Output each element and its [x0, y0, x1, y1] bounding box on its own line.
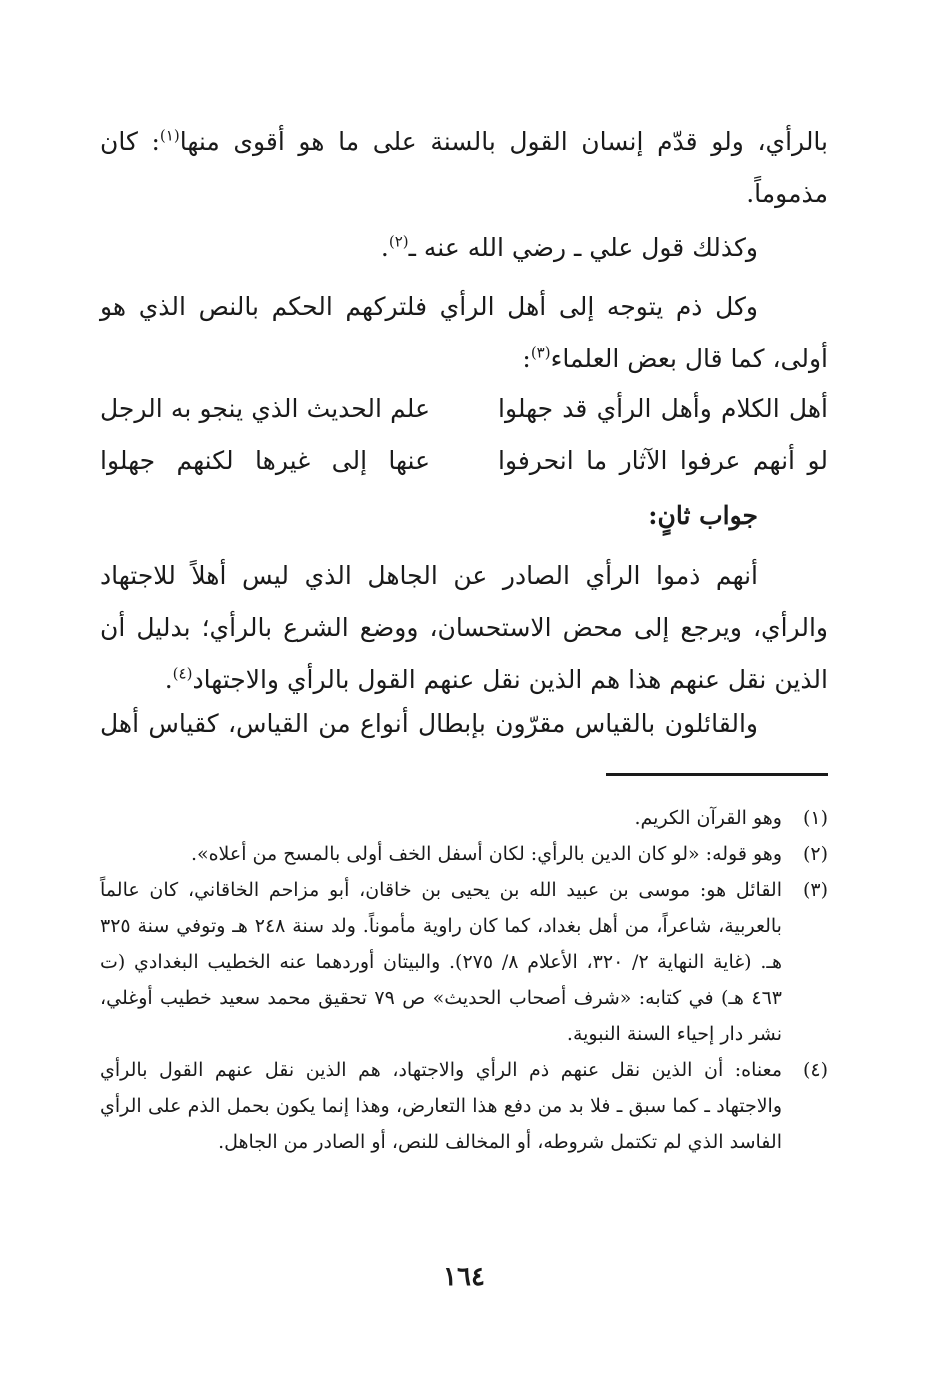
footnote-3-number: (٣)	[802, 879, 828, 901]
paragraph-3-tail: :	[522, 344, 531, 373]
footnote-3-text: القائل هو: موسى بن عبيد الله بن يحيى بن خاقان، أبو مزاحم الخاقاني، كان عالماً بالعربية، شاعراً، من أهل بغداد، كما كان راوية مأموناً. ولد سنة ٢٤٨ هـ وتوفي سنة ٣٢٥ هـ. (غاية النهاية ٢/ ٣٢٠، الأعلام ٨/ ٢٧٥). والبيتان أوردهما عنه الخطيب البغدادي (ت ٤٦٣ هـ) في كتابه: «شرف أصحاب الحديث» ص ٧٩ تحقيق محمد سعيد خطيب أوغلي، نشر دار إحياء السنة النبوية.	[100, 879, 782, 1045]
poem-line-2-second-hemistich: عنها إلى غيرها لكنهم جهلوا	[100, 445, 430, 475]
footnote-separator	[606, 773, 828, 776]
paragraph-4-text: أنهم ذموا الرأي الصادر عن الجاهل الذي ليس أهلاً للاجتهاد والرأي، ويرجع إلى محض الاستحسان، ووضع الشرع بالرأي؛ بدليل أن الذين نقل عنهم هذا هم الذين نقل عنهم القول بالرأي والاجتهاد	[100, 561, 828, 694]
footnote-2-number: (٢)	[802, 843, 828, 865]
footnote-2-text: وهو قوله: «لو كان الدين بالرأي: لكان أسفل الخف أولى بالمسح من أعلاه».	[190, 843, 782, 865]
footnote-1	[100, 800, 828, 836]
paragraph-1-tail: : كان مذموماً.	[100, 127, 828, 208]
paragraph-5	[100, 698, 828, 750]
footnote-4	[100, 1052, 828, 1160]
poem-line-1	[100, 382, 828, 434]
poem	[100, 382, 828, 486]
paragraph-1-text: بالرأي، ولو قدّم إنسان القول بالسنة على ما هو أقوى منها	[179, 127, 829, 156]
paragraph-3	[100, 281, 828, 385]
footnote-2	[100, 836, 828, 872]
poem-line-2	[100, 434, 828, 486]
paragraph-2	[100, 222, 828, 274]
footnote-ref-4[interactable]: (٤)	[172, 664, 193, 683]
footnote-1-text: وهو القرآن الكريم.	[634, 807, 782, 829]
section-heading: جواب ثانٍ:	[648, 501, 758, 530]
footnote-ref-3[interactable]: (٣)	[530, 343, 551, 362]
footnote-4-number: (٤)	[802, 1059, 828, 1081]
paragraph-3-text: وكل ذم يتوجه إلى أهل الرأي فلتركهم الحكم بالنص الذي هو أولى، كما قال بعض العلماء	[100, 292, 828, 373]
paragraph-2-tail: .	[380, 233, 389, 262]
footnote-1-number: (١)	[802, 807, 828, 829]
paragraph-4-tail: .	[164, 665, 173, 694]
footnote-ref-1[interactable]: (١)	[159, 126, 180, 145]
footnote-ref-2[interactable]: (٢)	[388, 232, 409, 251]
footnotes	[100, 800, 828, 1160]
poem-line-2-first-hemistich: لو أنهم عرفوا الآثار ما انحرفوا	[498, 445, 828, 475]
footnote-3	[100, 872, 828, 1052]
book-page	[100, 0, 828, 1381]
paragraph-5-text: والقائلون بالقياس مقرّون بإبطال أنواع من القياس، كقياس أهل	[100, 709, 758, 738]
poem-line-1-second-hemistich: علم الحديث الذي ينجو به الرجل	[100, 393, 430, 423]
paragraph-1	[100, 116, 828, 220]
poem-line-1-first-hemistich: أهل الكلام وأهل الرأي قد جهلوا	[498, 393, 828, 423]
page-number: ١٦٤	[443, 1262, 485, 1292]
paragraph-2-text: وكذلك قول علي ـ رضي الله عنه ـ	[408, 233, 758, 262]
footnote-4-text: معناه: أن الذين نقل عنهم ذم الرأي والاجتهاد، هم الذين نقل عنهم القول بالرأي والاجتهاد ـ كما سبق ـ فلا بد من دفع هذا التعارض، وهذا إنما يكون بحمل الذم على الرأي الفاسد الذي لم تكتمل شروطه، أو المخالف للنص، أو الصادر من الجاهل.	[100, 1059, 782, 1153]
paragraph-4	[100, 550, 828, 706]
